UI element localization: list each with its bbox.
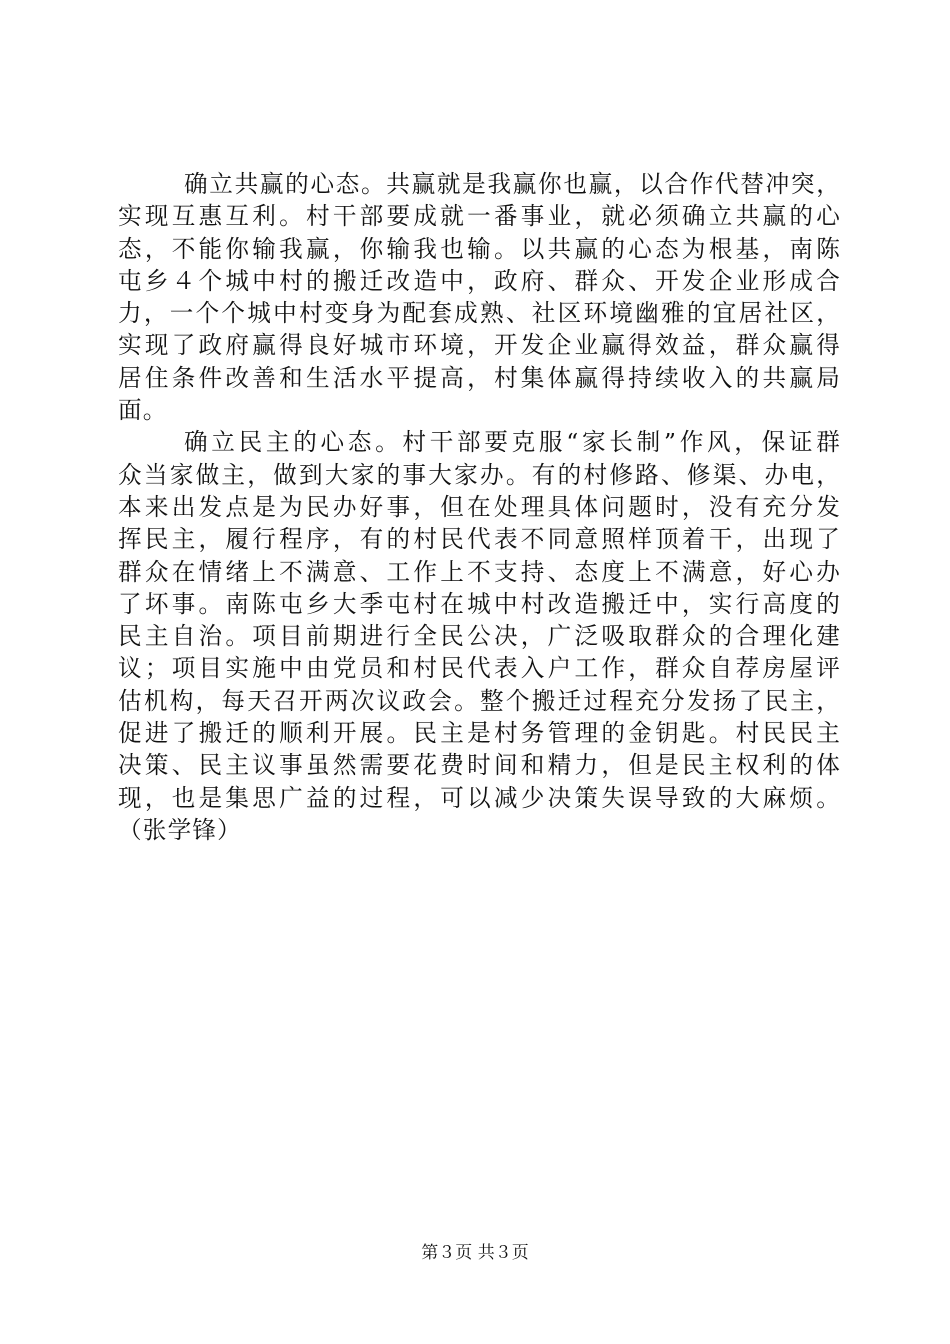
page-footer [0, 1242, 950, 1264]
paragraph-1-line-8: 面。 [118, 396, 168, 425]
paragraph-2-line-1: 确立民主的心态。村干部要克服“家长制”作风，保证群 [184, 428, 841, 457]
paragraph-2-line-9: 估机构，每天召开两次议政会。整个搬迁过程充分发扬了民主， [118, 686, 841, 715]
paragraph-2-line-7: 民主自治。项目前期进行全民公决，广泛吸取群众的合理化建 [118, 622, 841, 651]
page-number-label: 第３页 共３页 [421, 1243, 529, 1263]
paragraph-2-line-10: 促进了搬迁的顺利开展。民主是村务管理的金钥匙。村民民主 [118, 719, 841, 748]
paragraph-2-line-6: 了坏事。南陈屯乡大季屯村在城中村改造搬迁中，实行高度的 [118, 589, 841, 618]
paragraph-1-line-7: 居住条件改善和生活水平提高，村集体赢得持续收入的共赢局 [118, 363, 841, 392]
paragraph-2-line-5: 群众在情绪上不满意、工作上不支持、态度上不满意，好心办 [118, 557, 841, 586]
paragraph-1-line-6: 实现了政府赢得良好城市环境，开发企业赢得效益，群众赢得 [118, 331, 841, 360]
paragraph-1-line-4: 屯乡４个城中村的搬迁改造中，政府、群众、开发企业形成合 [118, 266, 841, 295]
paragraph-1-line-1: 确立共赢的心态。共赢就是我赢你也赢，以合作代替冲突， [184, 170, 841, 198]
paragraph-2-line-3: 本来出发点是为民办好事，但在处理具体问题时，没有充分发 [118, 492, 841, 521]
author-signature: （张学锋） [118, 815, 242, 844]
paragraph-1-line-3: 态，不能你输我赢，你输我也输。以共赢的心态为根基，南陈 [118, 234, 841, 263]
paragraph-2-line-8: 议；项目实施中由党员和村民代表入户工作，群众自荐房屋评 [118, 654, 841, 683]
paragraph-1-line-2: 实现互惠互利。村干部要成就一番事业，就必须确立共赢的心 [118, 202, 841, 231]
paragraph-2-line-2: 众当家做主，做到大家的事大家办。有的村修路、修渠、办电， [118, 460, 841, 489]
paragraph-2-line-11: 决策、民主议事虽然需要花费时间和精力，但是民主权利的体 [118, 751, 841, 780]
article-body [118, 168, 841, 846]
paragraph-2-line-4: 挥民主，履行程序，有的村民代表不同意照样顶着干，出现了 [118, 525, 841, 554]
paragraph-2-line-12: 现，也是集思广益的过程，可以减少决策失误导致的大麻烦。 [118, 783, 841, 812]
paragraph-1-line-5: 力，一个个城中村变身为配套成熟、社区环境幽雅的宜居社区， [118, 299, 841, 328]
